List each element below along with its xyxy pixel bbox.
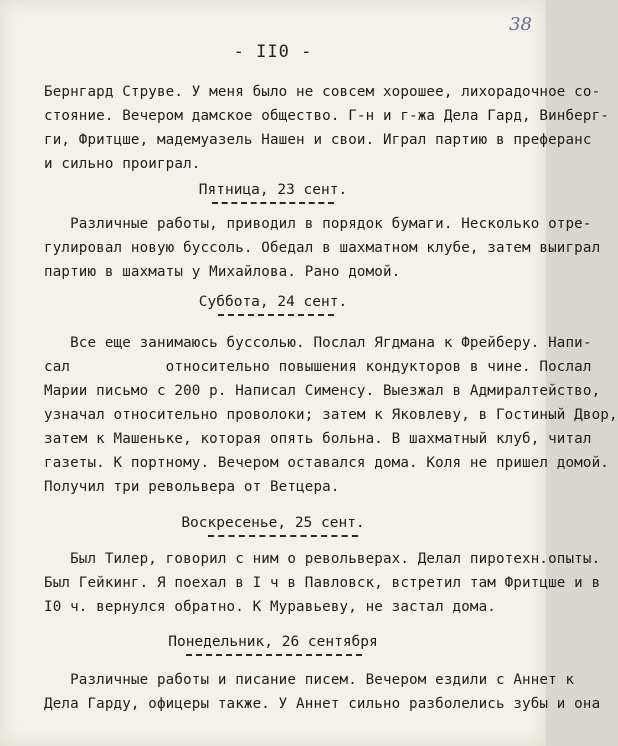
text-line: газеты. К портному. Вечером оставался дома. Коля не пришел домой. — [44, 455, 609, 471]
heading-underline — [212, 202, 334, 204]
text-line: ги, Фритцше, мадемуазель Нашен и свои. Играл партию в преферанс — [44, 132, 592, 148]
heading-underline — [218, 314, 334, 316]
text-line: затем к Машеньке, которая опять больна. В шахматный клуб, читал — [44, 431, 592, 447]
text-line: сал относительно повышения кондукторов в чине. Послал — [44, 359, 592, 375]
text-line: Бернгард Струве. У меня было не совсем хорошее, лихорадочное со- — [44, 84, 601, 100]
entry-date-heading: Воскресенье, 25 сент. — [181, 515, 365, 531]
heading-underline — [186, 654, 362, 656]
heading-underline — [208, 535, 358, 537]
text-line: Дела Гарду, офицеры также. У Аннет сильно разболелись зубы и она — [44, 696, 601, 712]
text-line: Был Тилер, говорил с ним о револьверах. Делал пиротехн.опыты. — [44, 551, 601, 567]
text-line: Различные работы, приводил в порядок бумаги. Несколько отре- — [44, 216, 592, 232]
entry-date-heading: Пятница, 23 сент. — [198, 182, 348, 198]
text-line: стояние. Вечером дамское общество. Г-н и г-жа Дела Гард, Винберг- — [44, 108, 609, 124]
text-line: гулировал новую буссоль. Обедал в шахматном клубе, затем выиграл — [44, 240, 601, 256]
text-line: и сильно проиграл. — [44, 156, 201, 172]
text-line: Все еще занимаюсь буссолью. Послал Ягдмана к Фрейберу. Напи- — [44, 335, 592, 351]
entry-date-heading: Понедельник, 26 сентября — [168, 634, 378, 650]
text-line: Различные работы и писание писем. Вечером ездили с Аннет к — [44, 672, 575, 688]
folio-number: 38 — [509, 14, 532, 35]
text-line: Получил три револьвера от Ветцера. — [44, 479, 340, 495]
text-line: Был Гейкинг. Я поехал в I ч в Павловск, встретил там Фритцше и в — [44, 575, 601, 591]
text-line: I0 ч. вернулся обратно. К Муравьеву, не застал дома. — [44, 599, 496, 615]
text-line: узначал относительно проволоки; затем к Яковлеву, в Гостиный Двор, — [44, 407, 618, 423]
entry-date-heading: Суббота, 24 сент. — [198, 294, 348, 310]
text-line: партию в шахматы у Михайлова. Рано домой. — [44, 264, 401, 280]
text-line: Марии письмо с 200 р. Написал Сименсу. Выезжал в Адмиралтейство, — [44, 383, 601, 399]
page-number: - II0 - — [233, 42, 313, 62]
